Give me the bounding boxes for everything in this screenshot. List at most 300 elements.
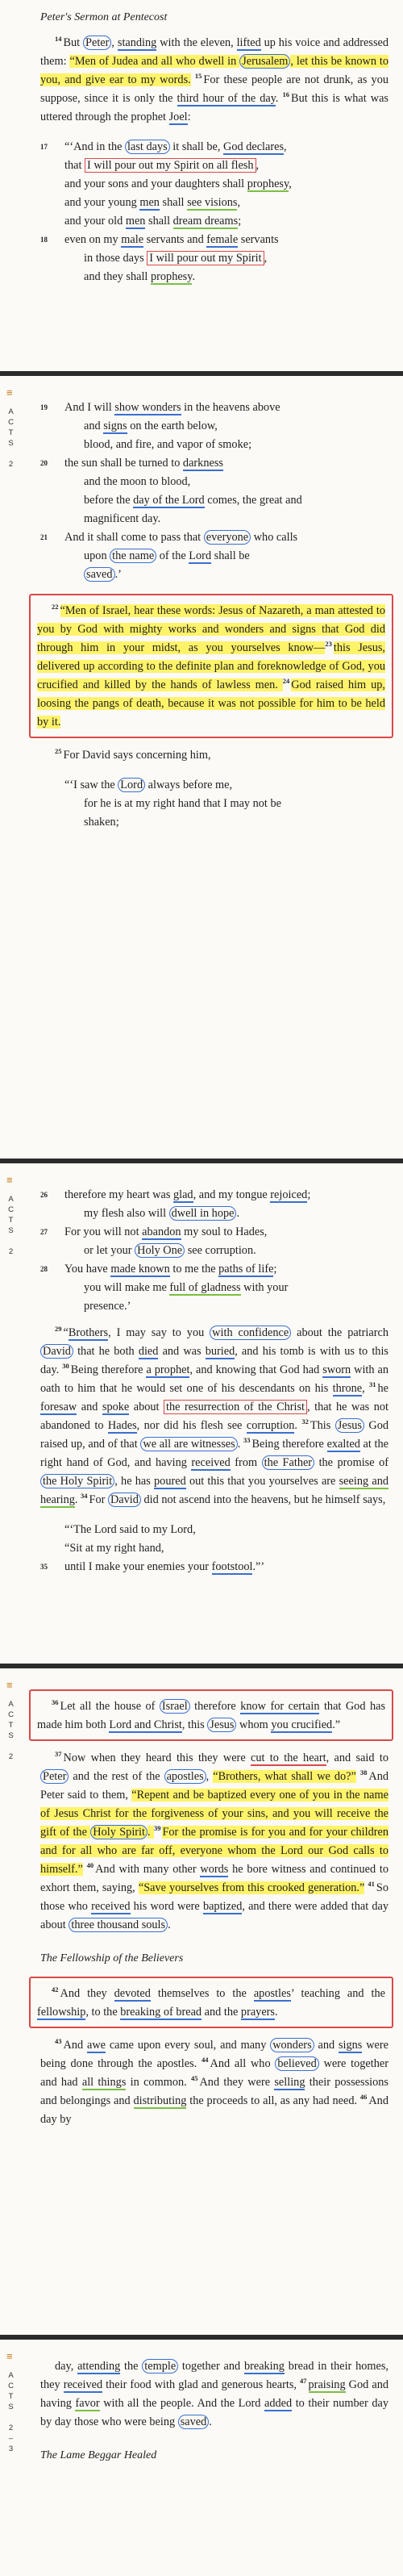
text-run: , this <box>181 1718 208 1731</box>
underlined-text: men <box>139 196 160 209</box>
text-run: at the right hand of God, and having <box>40 1438 388 1469</box>
text-run: , <box>289 177 292 190</box>
underlined-text: men <box>125 215 146 228</box>
underlined-text: all things <box>81 2076 127 2089</box>
poetry-line <box>40 194 388 212</box>
paragraph <box>40 1749 388 1935</box>
text-run: , and there were added that day about <box>40 1900 389 1931</box>
text-run: who calls <box>251 531 298 544</box>
verse-number: 34 <box>81 1492 88 1501</box>
text-run: shall <box>145 215 173 228</box>
underlined-text: died <box>138 1345 159 1358</box>
underlined-text: added <box>264 2397 293 2410</box>
paragraph <box>40 2036 388 2129</box>
verse-number: 32 <box>301 1417 309 1426</box>
verse-number: 45 <box>190 2074 198 2083</box>
page-1 <box>0 0 403 371</box>
text-run: and <box>84 420 104 432</box>
text-run: servants <box>238 233 279 246</box>
verse-number: 36 <box>52 1698 59 1707</box>
underlined-text: show wonders <box>114 401 181 414</box>
circled-word: David <box>40 1344 73 1359</box>
text-run: And with many other <box>95 1863 201 1876</box>
verse-number: 22 <box>52 603 59 612</box>
page-3-content <box>40 1163 388 1584</box>
circled-word: with confidence <box>210 1326 291 1340</box>
text-run: bread in their homes, they <box>40 2360 388 2391</box>
side-label-char <box>6 1236 18 1246</box>
text-run: And Peter said to them, <box>40 1770 389 1802</box>
text-run: And it shall come to pass that <box>64 531 204 544</box>
page-5-content <box>40 2340 388 2474</box>
side-label-char: T <box>8 1721 16 1730</box>
poetry-block <box>40 138 388 286</box>
text-run: .”’ <box>252 1560 265 1573</box>
side-label-char: – <box>8 2434 16 2443</box>
circled-word: temple <box>142 2359 178 2374</box>
text-run: So those who <box>40 1881 389 1913</box>
text-run: were together and had <box>40 2057 388 2089</box>
underlined-text: foresaw <box>40 1401 77 1413</box>
underlined-text: praising <box>308 2378 346 2391</box>
side-label-char: 2 <box>8 1752 16 1761</box>
poetry-line <box>40 776 388 795</box>
underlined-text: see visions <box>187 196 238 209</box>
circled-word: the name <box>110 549 156 563</box>
highlighted-text: “Repent and be baptized every one of you in the name of Jesus Christ for the forgiveness of your sins, and you will receive the gift of the <box>40 1789 388 1839</box>
poetry-line <box>40 138 388 157</box>
circled-word: Peter <box>40 1769 69 1784</box>
text-run: for he is at my right hand that I may not be <box>84 797 281 810</box>
verse-number: 30 <box>62 1362 69 1371</box>
text-run: ’ teaching and the <box>290 1987 385 2000</box>
text-run: And all who <box>210 2057 276 2070</box>
text-run: ; <box>307 1188 311 1201</box>
verse-number: 14 <box>55 35 62 44</box>
menu-lines-icon[interactable]: ≡ <box>6 1679 13 1691</box>
text-run: in those days <box>84 252 147 265</box>
paragraph <box>37 1697 385 1735</box>
text-run: Now when they heard this they were <box>63 1751 251 1764</box>
underlined-text: paths of life <box>218 1263 274 1275</box>
circled-word: Peter <box>83 35 111 50</box>
text-run: to their number day by day those who were being <box>40 2397 388 2428</box>
text-run: and your sons and your daughters shall <box>64 177 247 190</box>
text-run: did not ascend into the heavens, but he himself says, <box>140 1493 386 1506</box>
menu-lines-icon[interactable]: ≡ <box>6 1174 13 1186</box>
page-1-content <box>40 0 388 294</box>
text-run: , <box>362 1382 369 1395</box>
verse-number: 31 <box>369 1380 376 1389</box>
text-run: the promise of <box>314 1456 388 1469</box>
poetry-line <box>40 1242 388 1260</box>
text-run: , <box>284 140 287 153</box>
text-run: out this that you yourselves are <box>185 1475 339 1488</box>
text-run: comes, the great and <box>204 494 302 507</box>
poetry-line <box>40 813 388 832</box>
text-run: therefore my heart was <box>64 1188 173 1201</box>
page-2-content <box>37 376 388 840</box>
text-run: or let your <box>84 1244 135 1257</box>
text-run: in the heavens above <box>181 401 280 414</box>
text-run: with an oath to him that he would set one of his descendants on his <box>40 1363 389 1395</box>
text-run: together and <box>178 2360 244 2373</box>
poetry-line <box>40 231 388 249</box>
underlined-text: Hades <box>107 1419 137 1432</box>
text-run: see corruption. <box>185 1244 256 1257</box>
highlighted-text: “Men of Judea and all who dwell in <box>69 55 240 68</box>
text-run: it shall be, <box>169 140 223 153</box>
verse-number: 39 <box>153 1824 161 1833</box>
text-run: ; <box>273 1263 277 1275</box>
menu-lines-icon[interactable]: ≡ <box>6 386 13 399</box>
boxed-phrase: the resurrection of the Christ <box>164 1400 307 1414</box>
poetry-line <box>40 473 388 491</box>
paragraph <box>40 1324 388 1509</box>
underlined-text: a prophet <box>146 1363 190 1376</box>
underlined-text: female <box>206 233 239 246</box>
paragraph <box>40 746 388 765</box>
text-run: , to the <box>85 2006 121 2019</box>
text-run: and your old <box>64 215 126 228</box>
underlined-text: third hour of the day <box>177 92 276 105</box>
circled-word: everyone <box>204 530 251 545</box>
boxed-phrase: I will pour out my Spirit <box>147 251 264 265</box>
text-run: , and knowing that God had <box>189 1363 323 1376</box>
text-run: with the eleven, <box>156 36 237 49</box>
circled-word: dwell in hope <box>169 1206 237 1221</box>
text-run: “‘I saw the <box>64 779 118 791</box>
text-run: the sun shall be turned to <box>64 457 183 470</box>
text-run: blood, and fire, and vapor of smoke; <box>84 438 252 451</box>
text-run: God raised up, and of that <box>40 1419 389 1451</box>
circled-word: wonders <box>270 2038 314 2052</box>
underlined-text: received <box>63 2378 103 2391</box>
underlined-text: poured <box>154 1475 186 1488</box>
verse-number: 25 <box>55 747 62 756</box>
verse-number: 19 <box>40 403 48 411</box>
verse-number: 24 <box>282 677 290 686</box>
text-run: . <box>275 92 283 105</box>
underlined-text: Lord and Christ <box>109 1718 182 1731</box>
text-run: For David says concerning him, <box>63 749 211 762</box>
text-run: “‘The Lord said to my Lord, <box>64 1523 196 1536</box>
text-run: shaken; <box>84 816 119 829</box>
text-run: my flesh also will <box>84 1207 169 1220</box>
chapter-side-label <box>6 1699 18 1762</box>
section-heading: The Fellowship of the Believers <box>40 1952 184 1964</box>
highlighted-text: Jerusalem <box>239 54 290 69</box>
text-run: about the patriarch <box>291 1326 388 1339</box>
text-run: This <box>310 1419 335 1432</box>
circled-word: the Father <box>262 1455 314 1470</box>
highlighted-text: , let this be known to you, and give ear to my words. <box>40 55 388 86</box>
underlined-text: know for certain <box>240 1700 320 1713</box>
text-run: their food with glad and generous hearts, <box>102 2378 301 2391</box>
poetry-line <box>40 1539 388 1558</box>
underlined-text: Joel <box>168 111 188 123</box>
poetry-line <box>40 491 388 510</box>
text-run: , and said to <box>326 1751 388 1764</box>
circled-word: David <box>108 1493 141 1507</box>
circled-word: apostles <box>164 1769 206 1784</box>
text-run: servants and <box>143 233 207 246</box>
poetry-line <box>40 566 388 584</box>
side-label-char: S <box>8 439 16 448</box>
text-run: he bore witness and continued to exhort them, saying, <box>40 1863 389 1894</box>
highlighted-text: “Save yourselves from this crooked generation.” <box>138 1881 365 1894</box>
poetry-line <box>40 157 388 175</box>
paragraph <box>37 1985 385 2022</box>
text-run: and the moon to blood, <box>84 475 191 488</box>
poetry-line <box>40 399 388 417</box>
text-run: Being therefore <box>70 1363 147 1376</box>
circled-word: believed <box>275 2056 318 2071</box>
red-annotation-box <box>29 594 393 738</box>
text-run: before the <box>84 494 134 507</box>
underlined-text: exalted <box>326 1438 360 1451</box>
text-run: , he has <box>114 1475 155 1488</box>
page-5 <box>0 2340 403 2576</box>
underlined-text: apostles <box>253 1987 291 2000</box>
highlighted-text: For the promise is for you and for your children and for all who are far off, everyone whom the Lord our God calls to himself.” <box>40 1826 389 1876</box>
verse-number: 40 <box>86 1861 94 1870</box>
verse-number: 43 <box>55 2037 62 2046</box>
verse-number: 15 <box>194 72 202 81</box>
poetry-line <box>40 1186 388 1204</box>
verse-number: 17 <box>40 143 48 151</box>
text-run: , that he was not abandoned to <box>40 1401 388 1432</box>
circled-word: the Holy Spirit <box>40 1474 114 1488</box>
side-label-char: T <box>8 2392 16 2401</box>
highlighted-text: this Jesus, delivered up according to the definite plan and foreknowledge of God, you crucified and killed by the hands of lawless men. <box>37 641 385 691</box>
side-label-char: T <box>8 428 16 437</box>
text-run: , <box>111 36 118 49</box>
poetry-line <box>40 212 388 231</box>
poetry-line <box>40 1204 388 1223</box>
circled-word: Israel <box>160 1699 190 1714</box>
underlined-text: cut to the heart <box>251 1751 326 1764</box>
underlined-text: Brothers <box>68 1326 109 1339</box>
side-label-char: C <box>8 1710 16 1719</box>
underlined-text: received <box>91 1900 131 1913</box>
underlined-text: attending <box>77 2360 121 2373</box>
text-run: my soul to Hades, <box>181 1225 268 1238</box>
text-run: and the rest of the <box>69 1770 164 1783</box>
side-label-char: 3 <box>8 2444 16 2453</box>
text-run: Let all the house of <box>60 1700 160 1713</box>
underlined-text: baptized <box>202 1900 243 1913</box>
text-run: You have <box>64 1263 111 1275</box>
text-run: , <box>206 1770 214 1783</box>
red-annotation-box <box>29 1689 393 1741</box>
text-run: with your <box>240 1281 289 1294</box>
underlined-text: made known <box>110 1263 170 1275</box>
side-label-char: A <box>8 407 16 416</box>
poetry-block <box>40 1186 388 1316</box>
underlined-text: prophesy <box>247 177 289 190</box>
underlined-text: breaking <box>243 2360 285 2373</box>
text-run: even on my <box>64 233 122 246</box>
page-4 <box>0 1668 403 2335</box>
text-run: . <box>236 1207 240 1220</box>
paragraph <box>40 2357 388 2432</box>
text-run: . <box>74 1493 81 1506</box>
underlined-text: abandon <box>142 1225 181 1238</box>
text-run: For you will not <box>64 1225 143 1238</box>
underlined-text: prayers <box>240 2006 275 2019</box>
underlined-text: fellowship <box>37 2006 86 2019</box>
verse-number: 46 <box>359 2093 368 2102</box>
text-run: shall be <box>211 549 250 562</box>
text-run: Being therefore <box>251 1438 327 1451</box>
text-run: to me the <box>169 1263 219 1275</box>
circled-word: saved <box>178 2415 210 2429</box>
text-run: .’ <box>114 568 122 581</box>
underlined-text: signs <box>338 2039 363 2052</box>
verse-number: 23 <box>325 640 332 649</box>
underlined-text: footstool <box>211 1560 253 1573</box>
text-run: day, <box>55 2360 78 2373</box>
text-run: But <box>63 36 84 49</box>
underlined-text: breaking of bread <box>120 2006 202 2019</box>
poetry-line <box>40 795 388 813</box>
text-run: shall <box>159 196 188 209</box>
text-run: . <box>294 1419 302 1432</box>
side-label-char: S <box>8 2403 16 2411</box>
poetry-line <box>40 1223 388 1242</box>
side-label-char: C <box>8 1205 16 1214</box>
text-run: and the <box>202 2006 241 2019</box>
text-run: And I will <box>64 401 115 414</box>
text-run: “ <box>63 1326 69 1339</box>
highlighted-text: “Brothers, what shall we do?” <box>213 1770 356 1783</box>
red-annotation-box <box>29 1977 393 2028</box>
verse-number: 44 <box>202 2056 209 2065</box>
text-run: upon <box>84 549 110 562</box>
underlined-text: distributing <box>133 2094 187 2107</box>
text-run: .” <box>332 1718 341 1731</box>
poetry-line <box>40 1260 388 1279</box>
highlighted-text: God raised him up, loosing the pangs of death, because it was not possible for him to be held by it. <box>37 678 385 729</box>
text-run: , and my tongue <box>193 1188 271 1201</box>
menu-lines-icon[interactable]: ≡ <box>6 2350 13 2362</box>
underlined-text: awe <box>86 2039 106 2052</box>
poetry-line <box>40 1558 388 1576</box>
page-4-content <box>37 1668 389 2136</box>
text-run: , <box>264 252 268 265</box>
poetry-line <box>40 1297 388 1316</box>
poetry-line <box>40 547 388 566</box>
page-2 <box>0 376 403 1159</box>
side-label-char: S <box>8 1226 16 1235</box>
text-run: that he both <box>73 1345 139 1358</box>
underlined-text: glad <box>172 1188 193 1201</box>
text-run: . <box>168 1918 171 1931</box>
verse-number: 29 <box>55 1325 62 1334</box>
running-head: Peter's Sermon at Pentecost <box>40 11 168 23</box>
underlined-text: full of gladness <box>169 1281 241 1294</box>
text-run: And they <box>60 1987 114 2000</box>
circled-word: Holy One <box>135 1243 185 1258</box>
underlined-text: lifted <box>236 36 261 49</box>
boxed-phrase: I will pour out my Spirit on all flesh <box>85 158 256 173</box>
verse-number: 20 <box>40 459 48 467</box>
underlined-text: standing <box>117 36 157 49</box>
poetry-line <box>40 175 388 194</box>
verse-number: 16 <box>282 90 290 99</box>
verse-number: 21 <box>40 533 48 541</box>
text-run: of the <box>156 549 189 562</box>
verse-number: 35 <box>40 1563 48 1571</box>
side-label-char <box>6 2412 18 2423</box>
text-run: , nor did his flesh see <box>136 1419 247 1432</box>
chapter-side-label <box>6 1194 18 1257</box>
text-run: themselves to the <box>150 1987 254 2000</box>
verse-number: 38 <box>359 1768 368 1777</box>
text-run: were being done through the apostles. <box>40 2039 388 2070</box>
text-run: And <box>63 2039 87 2052</box>
circled-word: we all are witnesses <box>140 1437 237 1451</box>
text-run: you will make me <box>84 1281 170 1294</box>
verse-number: 41 <box>368 1880 375 1889</box>
chapter-side-label <box>6 407 18 470</box>
text-run: , and his tomb is with us to this day. <box>40 1345 388 1376</box>
underlined-text: day of the Lord <box>133 494 205 507</box>
highlighted-text: . <box>147 1826 154 1839</box>
side-label-char: 2 <box>8 1247 16 1256</box>
underlined-text: male <box>121 233 144 246</box>
paragraph <box>37 602 385 732</box>
text-run: and <box>314 2039 339 2052</box>
text-run: , <box>256 159 260 172</box>
poetry-block <box>40 776 388 832</box>
underlined-text: signs <box>103 420 127 432</box>
text-run: and was <box>158 1345 206 1358</box>
verse-number: 47 <box>300 2377 307 2386</box>
text-run: the proceeds to all, as any had need. <box>186 2094 360 2107</box>
circled-word: last days <box>125 140 170 154</box>
text-run: about <box>129 1401 164 1413</box>
poetry-line <box>40 510 388 528</box>
side-label-char: C <box>8 418 16 427</box>
underlined-text: seeing and hearing <box>40 1475 388 1506</box>
text-run: came upon every soul, and many <box>106 2039 271 2052</box>
text-run: their possessions and belongings and <box>40 2076 388 2107</box>
text-run: the <box>120 2360 143 2373</box>
text-run: whom <box>236 1718 272 1731</box>
verse-number: 42 <box>52 1985 59 1994</box>
underlined-text: dream dreams <box>172 215 239 228</box>
circled-word: Jesus <box>207 1718 236 1732</box>
circled-word: saved <box>84 567 115 582</box>
poetry-line <box>40 417 388 436</box>
side-label-char: S <box>8 1731 16 1740</box>
verse-number: 37 <box>55 1750 62 1759</box>
underlined-text: sworn <box>322 1363 351 1376</box>
section-heading: The Lame Beggar Healed <box>40 2449 157 2461</box>
underlined-text: rejoiced <box>270 1188 308 1201</box>
text-run: his word were <box>130 1900 203 1913</box>
text-run: and <box>77 1401 102 1413</box>
verse-number: 28 <box>40 1265 48 1273</box>
underlined-text: you crucified <box>271 1718 333 1731</box>
poetry-line <box>40 528 388 547</box>
text-run: up his voice and addressed them: <box>40 36 389 68</box>
text-run: ; <box>238 215 242 228</box>
circled-word: Jesus <box>335 1418 364 1433</box>
verse-number: 33 <box>243 1436 251 1445</box>
